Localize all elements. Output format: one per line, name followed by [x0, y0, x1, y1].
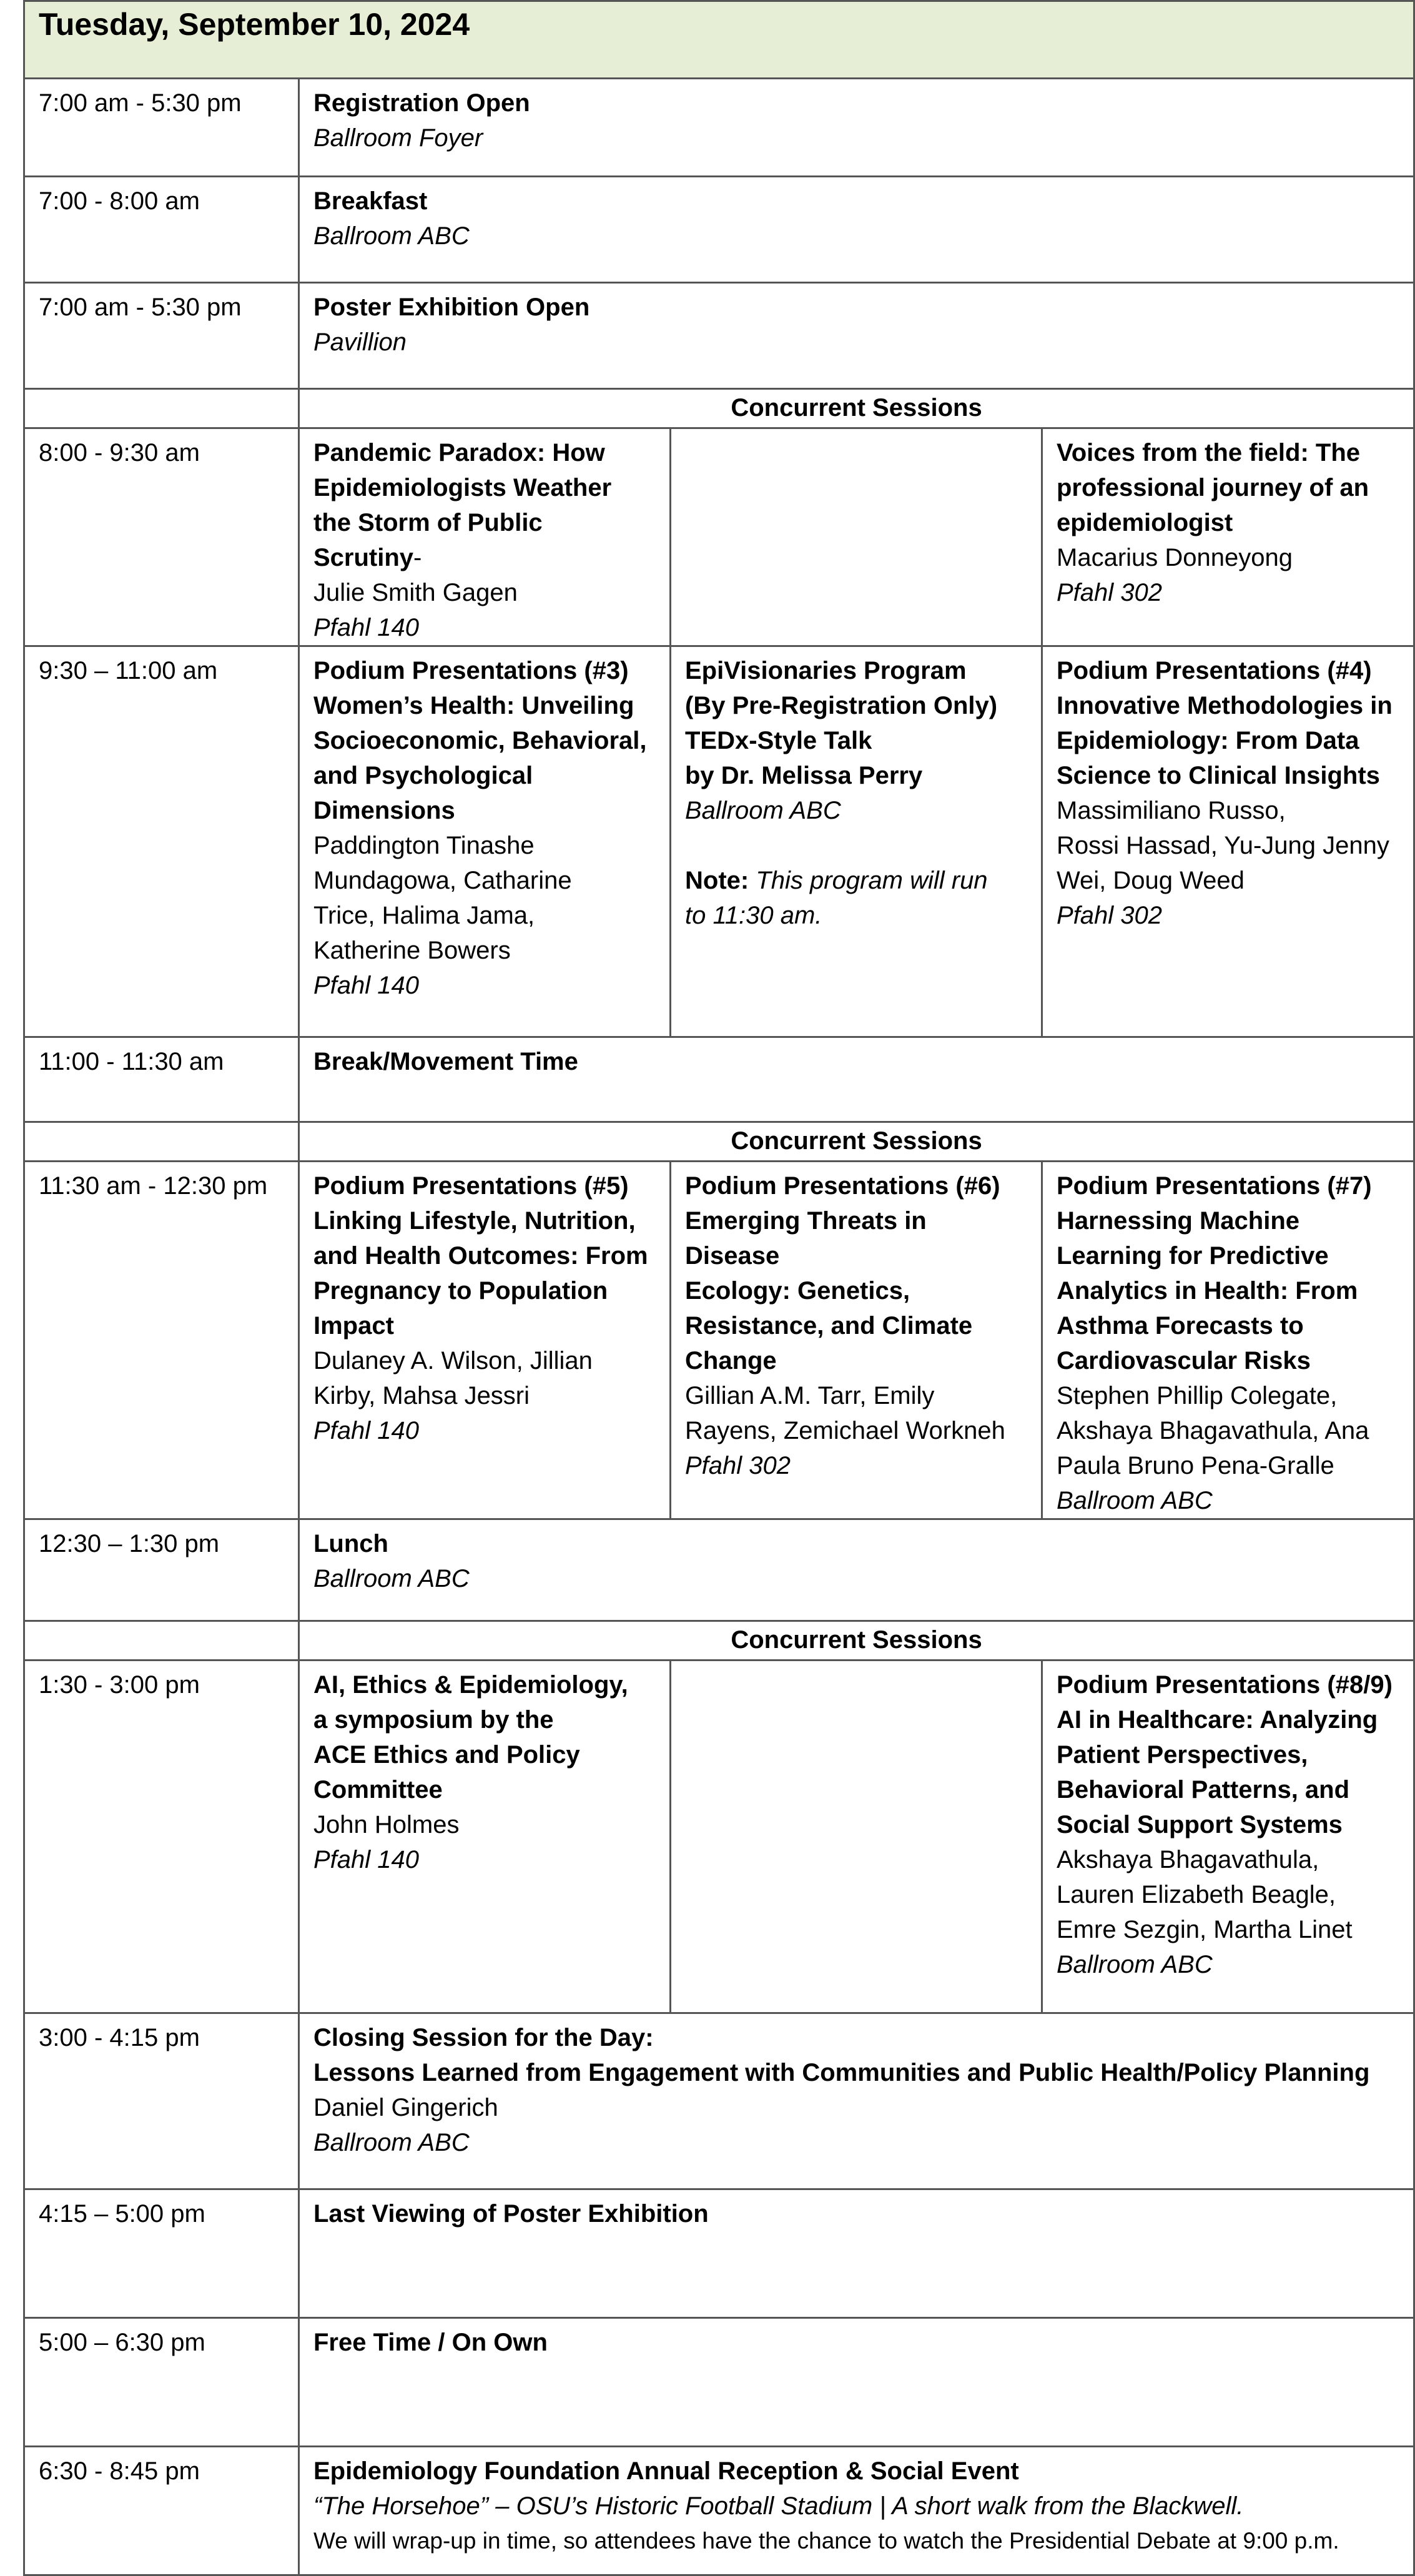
session-title-line: and Psychological [313, 762, 533, 789]
session-location: Ballroom ABC [1057, 1951, 1213, 1978]
session-title-line: Change [685, 1347, 777, 1374]
row-reception [24, 2447, 1414, 2575]
row-session-1130 [24, 1162, 1414, 1519]
speaker-line: Gillian A.M. Tarr, Emily [685, 1382, 935, 1409]
event-title: Poster Exhibition Open [313, 294, 590, 321]
session-location: Pfahl 140 [313, 1846, 420, 1873]
event-location: Ballroom Foyer [313, 124, 483, 152]
session-title-line: (By Pre-Registration Only) [685, 692, 998, 719]
row-session-930 [24, 646, 1414, 1037]
spacer [685, 828, 1027, 863]
session-title-line: professional journey of an [1057, 474, 1369, 501]
empty-cell [24, 1621, 299, 1661]
time-cell: 3:00 - 4:15 pm [24, 2013, 299, 2189]
row-session-800 [24, 428, 1414, 646]
event-cell [299, 1037, 1414, 1122]
event-location: Ballroom ABC [313, 222, 470, 250]
speaker-line: Dulaney A. Wilson, Jillian [313, 1347, 593, 1374]
note-text: to 11:30 am. [685, 902, 822, 929]
session-title-line: Science to Clinical Insights [1057, 762, 1380, 789]
event-title: Lunch [313, 1530, 388, 1557]
session-title-text: the Storm of Public Scrutiny [313, 509, 543, 571]
session-location: Ballroom ABC [685, 797, 841, 824]
speaker-line: Akshaya Bhagavathula, Ana [1057, 1417, 1369, 1444]
date-header-row [24, 1, 1414, 79]
session-location: Ballroom ABC [1057, 1487, 1213, 1514]
speaker-line: Rayens, Zemichael Workneh [685, 1417, 1005, 1444]
session-location: Pfahl 140 [313, 1417, 420, 1444]
session-title-line: Committee [313, 1776, 443, 1804]
time-cell: 5:00 – 6:30 pm [24, 2318, 299, 2447]
session-title-line: Emerging Threats in Disease [685, 1207, 927, 1270]
speaker-line: Lauren Elizabeth Beagle, [1057, 1881, 1336, 1908]
session-title-line: Podium Presentations (#5) [313, 1172, 629, 1200]
session-title-line: Linking Lifestyle, Nutrition, [313, 1207, 636, 1235]
session-title-line: Dimensions [313, 797, 455, 824]
row-break [24, 1037, 1414, 1122]
session-title-line: Socioeconomic, Behavioral, [313, 727, 647, 754]
row-free-time [24, 2318, 1414, 2447]
title-suffix: - [413, 544, 422, 571]
speaker-line: Mundagowa, Catharine [313, 867, 572, 894]
session-cell [1042, 646, 1414, 1037]
event-cell [299, 283, 1414, 389]
session-cell [671, 646, 1042, 1037]
session-title-line: Epidemiologists Weather [313, 474, 612, 501]
time-cell: 4:15 – 5:00 pm [24, 2189, 299, 2318]
empty-session-cell [671, 428, 1042, 646]
concurrent-sessions-label: Concurrent Sessions [299, 389, 1414, 428]
session-title-line: Podium Presentations (#6) [685, 1172, 1000, 1200]
event-title: Free Time / On Own [313, 2329, 548, 2356]
row-last-viewing [24, 2189, 1414, 2318]
speaker-line: Julie Smith Gagen [313, 579, 518, 606]
session-title-line: AI in Healthcare: Analyzing [1057, 1706, 1378, 1734]
session-cell [299, 428, 671, 646]
session-title-line: and Health Outcomes: From [313, 1242, 648, 1270]
session-title-line: Patient Perspectives, [1057, 1741, 1308, 1769]
event-note: We will wrap-up in time, so attendees have the chance to watch the Presidential Debate at 9:00 p.m. [313, 2528, 1339, 2554]
session-title-line: Podium Presentations (#7) [1057, 1172, 1372, 1200]
note-text: This program will run [756, 867, 988, 894]
session-cell [299, 1661, 671, 2013]
concurrent-row [24, 389, 1414, 428]
session-title-line [313, 505, 656, 575]
schedule-table [23, 0, 1415, 2576]
session-title-line: AI, Ethics & Epidemiology, [313, 1671, 628, 1699]
session-cell [1042, 1162, 1414, 1519]
session-title-line: Pandemic Paradox: How [313, 439, 605, 466]
speaker-line: John Holmes [313, 1811, 460, 1838]
speaker-line: Daniel Gingerich [313, 2094, 498, 2121]
time-cell: 9:30 – 11:00 am [24, 646, 299, 1037]
event-title: Breakfast [313, 187, 428, 215]
time-cell: 8:00 - 9:30 am [24, 428, 299, 646]
session-title-line: ACE Ethics and Policy [313, 1741, 580, 1769]
speaker-line: Kirby, Mahsa Jessri [313, 1382, 530, 1409]
session-title-line: Women’s Health: Unveiling [313, 692, 634, 719]
event-location: Ballroom ABC [313, 1565, 470, 1592]
empty-session-cell [671, 1661, 1042, 2013]
speaker-line: Massimiliano Russo, [1057, 797, 1286, 824]
session-title-line: epidemiologist [1057, 509, 1233, 536]
row-lunch [24, 1519, 1414, 1621]
session-title-line: Harnessing Machine [1057, 1207, 1300, 1235]
empty-cell [24, 389, 299, 428]
time-cell: 7:00 am - 5:30 pm [24, 283, 299, 389]
row-session-130 [24, 1661, 1414, 2013]
event-cell [299, 2318, 1414, 2447]
event-cell [299, 2447, 1414, 2575]
speaker-line: Stephen Phillip Colegate, [1057, 1382, 1338, 1409]
time-cell: 7:00 - 8:00 am [24, 177, 299, 283]
empty-cell [24, 1122, 299, 1162]
concurrent-sessions-label: Concurrent Sessions [299, 1621, 1414, 1661]
session-title-line: Analytics in Health: From [1057, 1277, 1358, 1305]
session-title-line: Behavioral Patterns, and [1057, 1776, 1350, 1804]
event-title: Last Viewing of Poster Exhibition [313, 2200, 709, 2228]
event-cell [299, 2189, 1414, 2318]
speaker-line: Emre Sezgin, Martha Linet [1057, 1916, 1353, 1943]
speaker-line: Paula Bruno Pena-Gralle [1057, 1452, 1334, 1479]
session-title-line: EpiVisionaries Program [685, 657, 967, 684]
time-cell: 11:00 - 11:30 am [24, 1037, 299, 1122]
session-title-line: Podium Presentations (#3) [313, 657, 629, 684]
session-location: Pfahl 302 [685, 1452, 791, 1479]
concurrent-row [24, 1621, 1414, 1661]
speaker-line: Trice, Halima Jama, [313, 902, 535, 929]
time-cell: 7:00 am - 5:30 pm [24, 79, 299, 177]
concurrent-row [24, 1122, 1414, 1162]
speaker-line: Macarius Donneyong [1057, 544, 1293, 571]
row-registration [24, 79, 1414, 177]
event-cell [299, 177, 1414, 283]
session-title-line: Cardiovascular Risks [1057, 1347, 1311, 1374]
session-title-line: Pregnancy to Population [313, 1277, 608, 1305]
session-cell [1042, 428, 1414, 646]
date-header: Tuesday, September 10, 2024 [24, 1, 1414, 79]
time-cell: 12:30 – 1:30 pm [24, 1519, 299, 1621]
speaker-line: Wei, Doug Weed [1057, 867, 1245, 894]
speaker-line: Paddington Tinashe [313, 832, 535, 859]
session-title-line: a symposium by the [313, 1706, 554, 1734]
session-title-line: Resistance, and Climate [685, 1312, 973, 1340]
session-title-line: Asthma Forecasts to [1057, 1312, 1304, 1340]
session-title-line: Podium Presentations (#4) [1057, 657, 1372, 684]
event-title: Break/Movement Time [313, 1048, 578, 1075]
session-cell [299, 646, 671, 1037]
event-title-line: Lessons Learned from Engagement with Communities and Public Health/Policy Planning [313, 2059, 1370, 2086]
speaker-line: Akshaya Bhagavathula, [1057, 1846, 1319, 1873]
session-location: Pfahl 302 [1057, 902, 1163, 929]
row-breakfast [24, 177, 1414, 283]
event-title: Epidemiology Foundation Annual Reception & Social Event [313, 2457, 1019, 2485]
session-title-line: Ecology: Genetics, [685, 1277, 910, 1305]
event-location: Pavillion [313, 328, 407, 356]
session-cell [1042, 1661, 1414, 2013]
session-location: Pfahl 140 [313, 614, 420, 641]
event-location: Ballroom ABC [313, 2129, 470, 2156]
note-line [685, 863, 1027, 898]
speaker-line: Rossi Hassad, Yu-Jung Jenny [1057, 832, 1389, 859]
speaker-line: Katherine Bowers [313, 937, 511, 964]
event-cell [299, 1519, 1414, 1621]
row-closing [24, 2013, 1414, 2189]
session-title-line: Innovative Methodologies in [1057, 692, 1393, 719]
session-title-line: Podium Presentations (#8/9) [1057, 1671, 1393, 1699]
event-cell [299, 2013, 1414, 2189]
session-title-line: Impact [313, 1312, 394, 1340]
event-cell [299, 79, 1414, 177]
session-title-line: Epidemiology: From Data [1057, 727, 1359, 754]
concurrent-sessions-label: Concurrent Sessions [299, 1122, 1414, 1162]
session-cell [299, 1162, 671, 1519]
session-title-line: Learning for Predictive [1057, 1242, 1329, 1270]
note-label: Note: [685, 867, 749, 894]
session-location: Pfahl 302 [1057, 579, 1163, 606]
session-title-line: Social Support Systems [1057, 1811, 1343, 1838]
row-poster [24, 283, 1414, 389]
event-venue: “The Horsehoe” – OSU’s Historic Football Stadium | A short walk from the Blackwell. [313, 2492, 1244, 2520]
session-title-line: by Dr. Melissa Perry [685, 762, 923, 789]
time-cell: 6:30 - 8:45 pm [24, 2447, 299, 2575]
event-title-line: Closing Session for the Day: [313, 2024, 654, 2051]
event-title: Registration Open [313, 89, 530, 117]
time-cell: 11:30 am - 12:30 pm [24, 1162, 299, 1519]
time-cell: 1:30 - 3:00 pm [24, 1661, 299, 2013]
session-title-line: Voices from the field: The [1057, 439, 1360, 466]
session-cell [671, 1162, 1042, 1519]
session-title-line: TEDx-Style Talk [685, 727, 872, 754]
session-location: Pfahl 140 [313, 972, 420, 999]
